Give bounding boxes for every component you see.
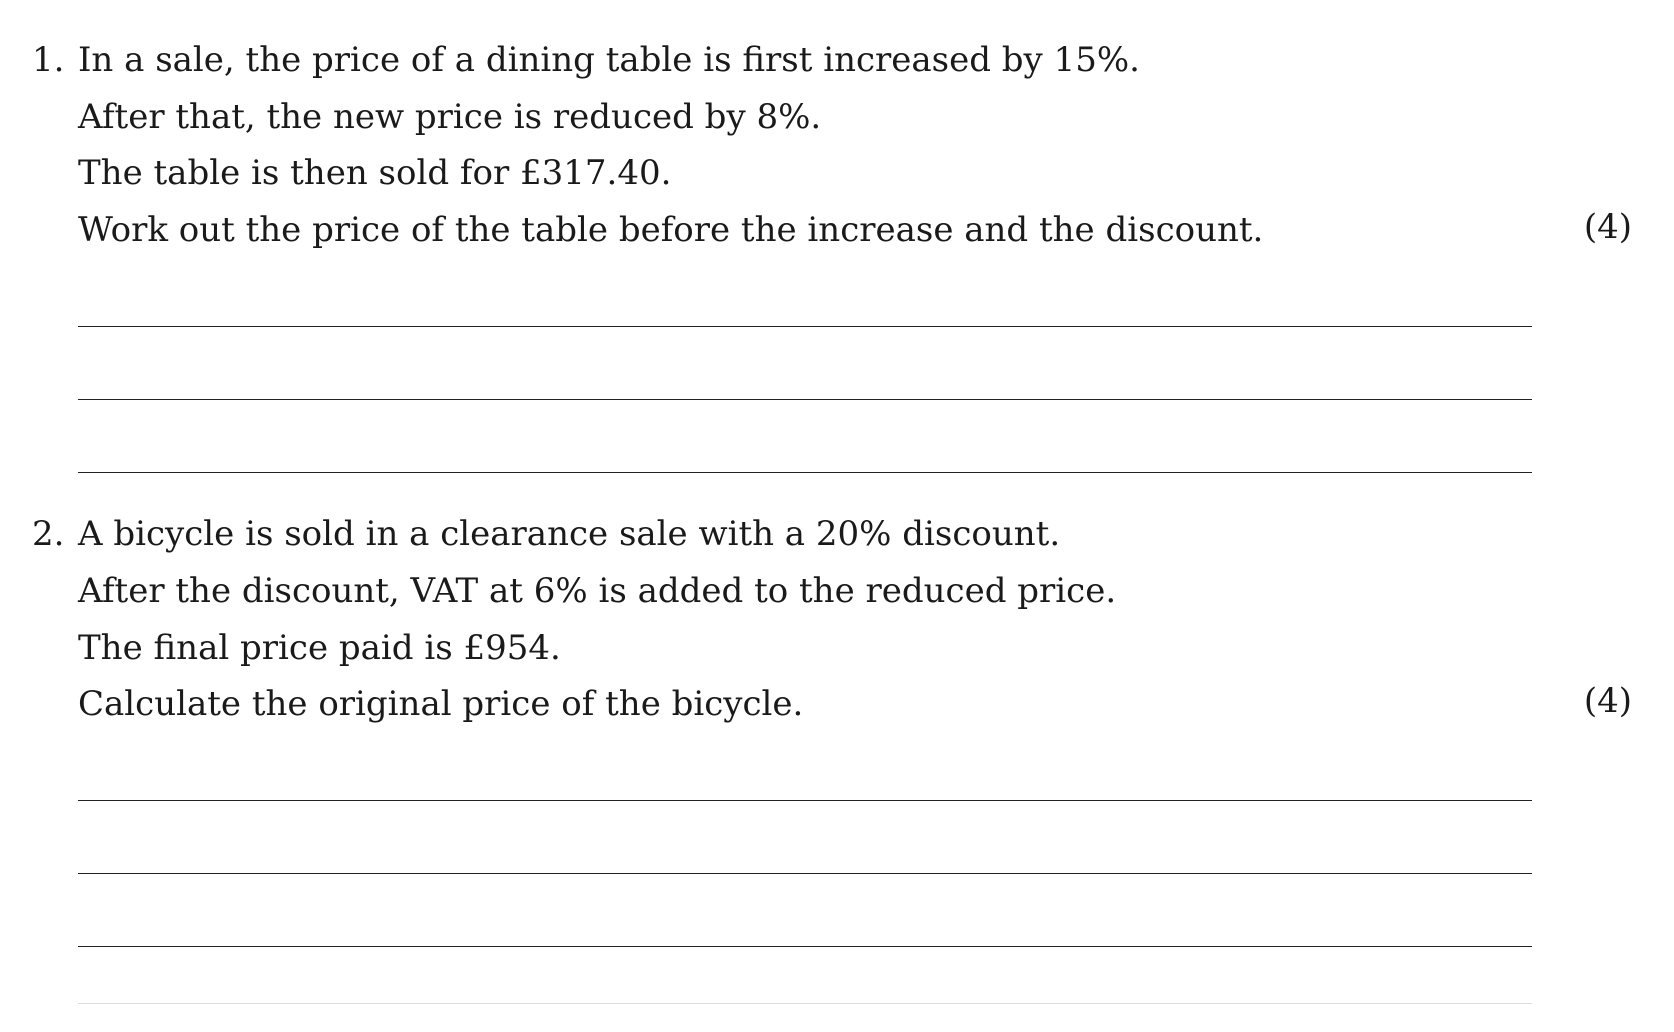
marks-label: (4): [1583, 681, 1632, 721]
question-number: 1.: [32, 40, 65, 80]
question-text-line: After the discount, VAT at 6% is added to the reduced price.: [78, 571, 1117, 611]
question-text-line: After that, the new price is reduced by 8%.: [78, 97, 822, 137]
answer-line[interactable]: [78, 873, 1532, 874]
page-divider: [78, 1003, 1532, 1004]
marks-label: (4): [1583, 207, 1632, 247]
question-text-line: Work out the price of the table before the increase and the discount.: [78, 210, 1264, 250]
question-text-line: In a sale, the price of a dining table is first increased by 15%.: [78, 40, 1140, 80]
question-number: 2.: [32, 514, 65, 554]
question-text-line: Calculate the original price of the bicycle.: [78, 684, 804, 724]
answer-line[interactable]: [78, 399, 1532, 400]
answer-line[interactable]: [78, 472, 1532, 473]
answer-line[interactable]: [78, 946, 1532, 947]
question-text-line: A bicycle is sold in a clearance sale with a 20% discount.: [78, 514, 1061, 554]
answer-line[interactable]: [78, 326, 1532, 327]
answer-line[interactable]: [78, 800, 1532, 801]
question-text-line: The table is then sold for £317.40.: [78, 153, 672, 193]
question-text-line: The final price paid is £954.: [78, 628, 561, 668]
